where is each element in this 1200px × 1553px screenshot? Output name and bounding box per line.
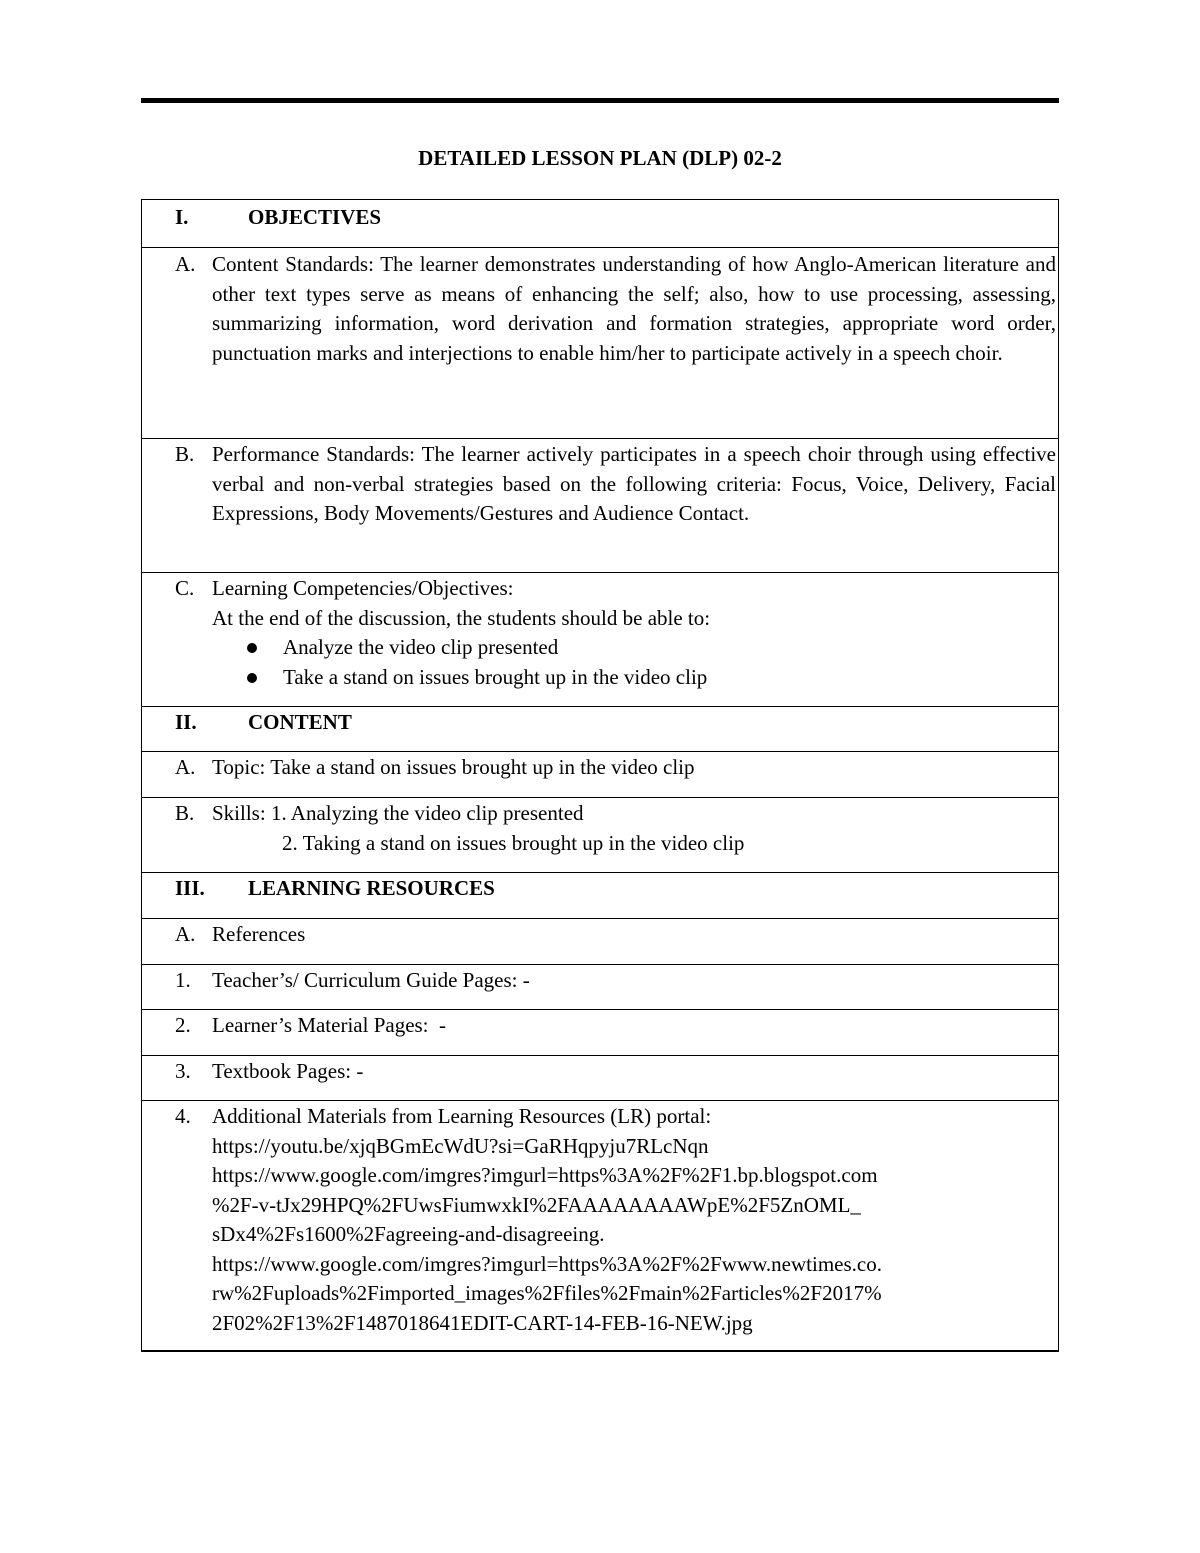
learner-material-text: Learner’s Material Pages: - (212, 1013, 447, 1037)
resource-link: rw%2Fuploads%2Fimported_images%2Ffiles%2Fmain%2Farticles%2F2017% (212, 1281, 882, 1305)
additional-materials-heading: Additional Materials from Learning Resources (LR) portal: (212, 1104, 712, 1128)
item-marker: C. (175, 576, 195, 600)
list-item: Take a stand on issues brought up in the video clip (212, 663, 1056, 693)
item-marker: A. (175, 922, 196, 946)
performance-standards-row (142, 438, 1058, 572)
list-item: Analyze the video clip presented (212, 633, 1056, 663)
item-marker: 1. (175, 968, 191, 992)
references-text: References (212, 922, 306, 946)
resource-link: https://youtu.be/xjqBGmEcWdU?si=GaRHqpyju7RLcNqn (212, 1133, 709, 1158)
item-marker: 4. (175, 1104, 191, 1128)
teacher-guide-text: Teacher’s/ Curriculum Guide Pages: - (212, 968, 530, 992)
textbook-text: Textbook Pages: - (212, 1059, 364, 1083)
topic-text: Topic: Take a stand on issues brought up in the video clip (212, 755, 695, 779)
section-heading: CONTENT (248, 710, 352, 734)
skills-line-1: Skills: 1. Analyzing the video clip presented (212, 801, 584, 825)
section-numeral: I. (175, 205, 189, 229)
section-numeral: II. (175, 710, 197, 734)
content-standards-row (142, 247, 1058, 438)
section-numeral: III. (175, 876, 205, 900)
performance-standards-text: Performance Standards: The learner actively participates in a speech choir through using effective verbal and non-verbal strategies based on the following criteria: Focus, Voice, Delivery, Facial Expressions, Body Movements/Gestures and Audience Contact. (212, 442, 1056, 525)
section-content-header (142, 706, 1058, 751)
competencies-heading: Learning Competencies/Objectives: (212, 576, 514, 600)
section-heading: OBJECTIVES (248, 205, 382, 229)
resource-link: https://www.google.com/imgres?imgurl=https%3A%2F%2Fwww.newtimes.co. (212, 1251, 882, 1276)
header-rule (141, 98, 1059, 103)
competencies-list (212, 633, 1056, 692)
resource-link: https://www.google.com/imgres?imgurl=https%3A%2F%2F1.bp.blogspot.com (212, 1163, 878, 1187)
topic-row (142, 751, 1058, 797)
section-heading: LEARNING RESOURCES (248, 876, 495, 900)
item-marker: A. (175, 252, 196, 276)
document-title: DETAILED LESSON PLAN (DLP) 02-2 (418, 146, 782, 170)
skills-row (142, 797, 1058, 872)
references-row (142, 918, 1058, 964)
content-standards-text: Content Standards: The learner demonstrates understanding of how Anglo-American literature and other text types serve as means of enhancing the self; also, how to use processing, assessing, summarizing information, word derivation and formation strategies, appropriate word order, punctuation marks and interjections to enable him/her to participate actively in a speech choir. (212, 252, 1056, 365)
learner-material-row (142, 1009, 1058, 1055)
item-marker: B. (175, 442, 195, 466)
resource-link: 2F02%2F13%2F1487018641EDIT-CART-14-FEB-16-NEW.jpg (212, 1310, 753, 1335)
resource-link: %2F-v-tJx29HPQ%2FUwsFiumwxkI%2FAAAAAAAAWpE%2F5ZnOML_ (212, 1192, 861, 1217)
textbook-row (142, 1055, 1058, 1100)
lesson-plan-table (141, 199, 1059, 1352)
competencies-intro: At the end of the discussion, the students should be able to: (212, 605, 711, 630)
item-marker: 2. (175, 1013, 191, 1037)
skills-line-2: 2. Taking a stand on issues brought up in the video clip (282, 830, 745, 855)
resource-link: sDx4%2Fs1600%2Fagreeing-and-disagreeing. (212, 1222, 605, 1246)
item-marker: B. (175, 801, 195, 825)
section-objectives-header (142, 200, 1058, 247)
competencies-row (142, 572, 1058, 706)
teacher-guide-row (142, 964, 1058, 1009)
item-marker: A. (175, 755, 196, 779)
section-resources-header (142, 872, 1058, 918)
additional-materials-row (142, 1100, 1058, 1350)
item-marker: 3. (175, 1059, 191, 1083)
